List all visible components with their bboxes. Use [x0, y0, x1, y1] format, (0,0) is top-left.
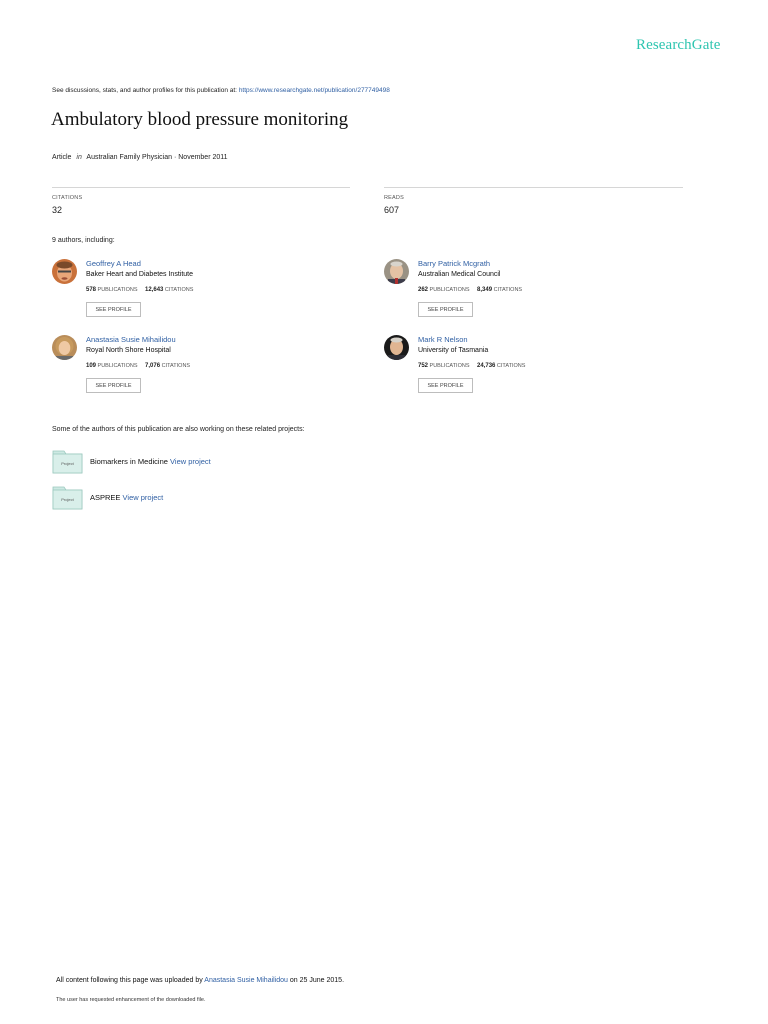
reads-label: READS — [384, 195, 404, 201]
view-project-link[interactable]: View project — [170, 457, 211, 466]
article-in: in — [76, 154, 82, 161]
project-name: Biomarkers in Medicine — [90, 457, 168, 466]
author-citations-label: CITATIONS — [496, 363, 526, 369]
author-citations-count: 12,643 — [145, 287, 164, 293]
upload-prefix: All content following this page was uploaded by — [56, 977, 203, 984]
author-publications-label: PUBLICATIONS — [429, 287, 470, 293]
authors-heading: 9 authors, including: — [52, 237, 115, 244]
author-citations-label: CITATIONS — [164, 287, 194, 293]
citations-value: 32 — [52, 205, 63, 215]
avatar[interactable] — [52, 259, 77, 284]
project-icon-label: Project — [61, 461, 74, 466]
author-card — [384, 335, 684, 405]
author-citations-label: CITATIONS — [493, 287, 523, 293]
project-icon-label: Project — [61, 497, 74, 502]
author-institution: University of Tasmania — [418, 347, 489, 354]
author-stats — [86, 287, 193, 293]
see-profile-button[interactable]: SEE PROFILE — [86, 302, 141, 317]
project-text — [90, 457, 211, 466]
author-publications-label: PUBLICATIONS — [97, 363, 138, 369]
author-citations-count: 8,349 — [477, 287, 493, 293]
author-publications-count: 262 — [418, 287, 429, 293]
author-citations-label: CITATIONS — [161, 363, 191, 369]
avatar-photo-icon — [384, 335, 409, 360]
author-stats — [418, 287, 522, 293]
author-institution: Australian Medical Council — [418, 271, 501, 278]
project-text — [90, 493, 163, 502]
upload-note — [56, 977, 344, 984]
author-institution: Baker Heart and Diabetes Institute — [86, 271, 194, 278]
view-project-link[interactable]: View project — [122, 493, 164, 502]
author-publications-label: PUBLICATIONS — [97, 287, 138, 293]
publication-url-link[interactable]: https://www.researchgate.net/publication/277749498 — [238, 87, 390, 94]
avatar[interactable] — [384, 335, 409, 360]
avatar[interactable] — [384, 259, 409, 284]
author-name-link[interactable]: Geoffrey A Head — [86, 259, 141, 268]
citations-label: CITATIONS — [52, 195, 83, 201]
author-institution: Royal North Shore Hospital — [86, 347, 171, 354]
author-stats — [418, 363, 525, 369]
author-card — [384, 259, 684, 329]
project-name: ASPREE — [90, 493, 121, 502]
reads-divider — [384, 187, 683, 188]
project-item — [52, 486, 352, 510]
project-folder-icon — [52, 450, 83, 474]
avatar-photo-icon — [52, 259, 77, 284]
upload-suffix: on 25 June 2015. — [289, 977, 345, 984]
citations-divider — [52, 187, 350, 188]
projects-heading: Some of the authors of this publication are also working on these related projects: — [52, 426, 305, 433]
reads-value: 607 — [384, 205, 400, 215]
author-publications-count: 752 — [418, 363, 429, 369]
author-name-link[interactable]: Barry Patrick Mcgrath — [418, 259, 491, 268]
author-citations-count: 24,736 — [477, 363, 496, 369]
project-item — [52, 450, 352, 474]
discussions-prefix: See discussions, stats, and author profiles for this publication at: — [52, 87, 237, 94]
author-name-link[interactable]: Mark R Nelson — [418, 335, 468, 344]
see-profile-button[interactable]: SEE PROFILE — [86, 378, 141, 393]
author-name-link[interactable]: Anastasia Susie Mihailidou — [86, 335, 176, 344]
author-stats — [86, 363, 190, 369]
article-date: · November 2011 — [173, 154, 228, 161]
article-journal: Australian Family Physician — [86, 154, 173, 161]
article-meta — [52, 154, 228, 161]
author-publications-label: PUBLICATIONS — [429, 363, 470, 369]
article-type: Article — [52, 154, 72, 161]
avatar[interactable] — [52, 335, 77, 360]
see-profile-button[interactable]: SEE PROFILE — [418, 378, 473, 393]
discussions-line — [52, 87, 390, 94]
researchgate-logo[interactable]: ResearchGate — [636, 37, 721, 53]
avatar-photo-icon — [384, 259, 409, 284]
author-card — [52, 335, 352, 405]
author-card — [52, 259, 352, 329]
enhancement-note: The user has requested enhancement of the downloaded file. — [56, 997, 206, 1003]
author-citations-count: 7,076 — [145, 363, 161, 369]
see-profile-button[interactable]: SEE PROFILE — [418, 302, 473, 317]
uploader-link[interactable]: Anastasia Susie Mihailidou — [204, 977, 288, 984]
page-title: Ambulatory blood pressure monitoring — [51, 109, 349, 130]
project-folder-icon — [52, 486, 83, 510]
avatar-photo-icon — [52, 335, 77, 360]
author-publications-count: 578 — [86, 287, 97, 293]
author-publications-count: 109 — [86, 363, 97, 369]
